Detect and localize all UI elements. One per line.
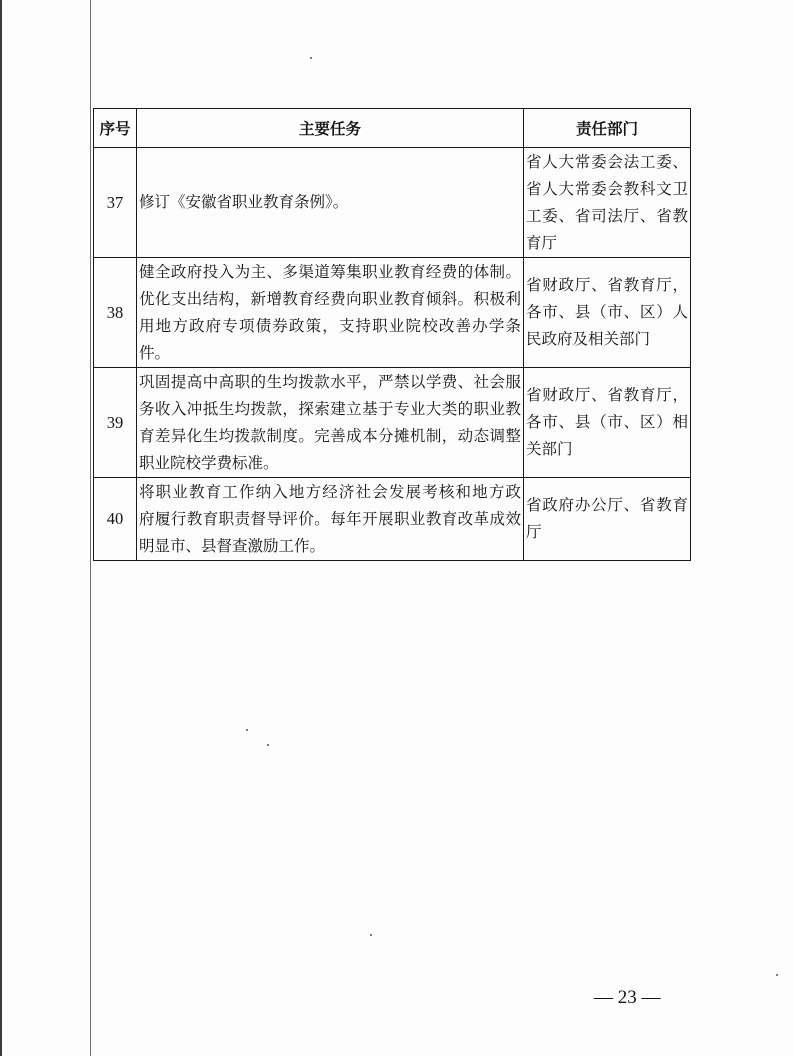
row-number: 37: [94, 148, 137, 258]
dept-line: 各市、县（市、区）相: [526, 413, 688, 431]
table-row: [94, 148, 691, 258]
dept-line: 省人大常委会法工委、: [526, 152, 688, 171]
dept-line: 厅: [526, 523, 542, 541]
table-row: [94, 368, 691, 478]
row-number: 40: [94, 478, 137, 561]
task-cell: [137, 258, 524, 368]
dept-line: 省财政厅、省教育厅，: [526, 386, 688, 404]
dept-line: 关部门: [526, 440, 573, 458]
table-header-row: [94, 109, 691, 148]
task-line: 修订《安徽省职业教育条例》。: [139, 193, 349, 211]
task-line: 用地方政府专项债券政策，支持职业院校改善办学条: [139, 316, 521, 335]
task-cell: [137, 478, 524, 561]
table-row: [94, 258, 691, 368]
header-dept: 责任部门: [524, 109, 691, 148]
dept-line: 各市、县（市、区）人: [526, 303, 688, 321]
dept-cell: [524, 258, 691, 368]
dept-line: 省政府办公厅、省教育: [526, 496, 688, 514]
task-line: 件。: [139, 343, 171, 362]
task-cell: [137, 368, 524, 478]
row-number: 38: [94, 258, 137, 368]
task-line: 明显市、县督查激励工作。: [139, 536, 326, 555]
task-line: 育差异化生均拨款制度。完善成本分摊机制，动态调整: [139, 426, 521, 445]
row-number: 39: [94, 368, 137, 478]
scan-edge-line: [0, 0, 2, 1056]
table-row: [94, 478, 691, 561]
dept-cell: [524, 148, 691, 258]
dept-line: 省财政厅、省教育厅，: [526, 276, 688, 294]
header-seq: 序号: [94, 109, 137, 148]
task-line: 健全政府投入为主、多渠道筹集职业教育经费的体制。: [139, 262, 521, 281]
dept-cell: [524, 368, 691, 478]
dept-cell: [524, 478, 691, 561]
scan-speck: [776, 974, 778, 976]
task-line: 府履行教育职责督导评价。每年开展职业教育改革成效: [139, 509, 521, 528]
scan-speck: [246, 729, 248, 731]
task-line: 务收入冲抵生均拨款，探索建立基于专业大类的职业教: [139, 399, 521, 418]
dept-line: 工委、省司法厅、省教: [526, 206, 688, 225]
dept-line: 省人大常委会教科文卫: [526, 179, 688, 198]
header-task: 主要任务: [137, 109, 524, 148]
page-number: — 23 —: [594, 987, 661, 1008]
task-line: 优化支出结构，新增教育经费向职业教育倾斜。积极利: [139, 289, 521, 308]
task-line: 职业院校学费标准。: [139, 453, 279, 472]
scan-speck: [370, 934, 372, 936]
task-cell: [137, 148, 524, 258]
task-table: [93, 108, 691, 561]
scan-speck: [310, 57, 312, 59]
dept-line: 育厅: [526, 233, 558, 252]
dept-line: 民政府及相关部门: [526, 330, 651, 348]
binding-margin-line: [90, 0, 91, 1056]
task-line: 巩固提高中高职的生均拨款水平，严禁以学费、社会服: [139, 372, 521, 391]
scan-speck: [267, 744, 269, 746]
task-line: 将职业教育工作纳入地方经济社会发展考核和地方政: [139, 482, 521, 501]
